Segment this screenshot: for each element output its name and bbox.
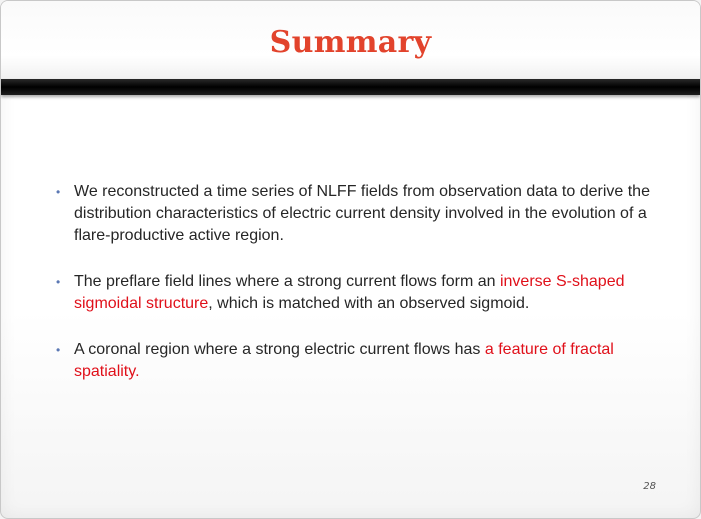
bullet-text-after: , which is matched with an observed sigmoid. xyxy=(208,295,530,312)
bullet-highlight: inverse S-shaped sigmoidal structure xyxy=(74,273,625,312)
page-number: 28 xyxy=(643,481,656,492)
bullet-text-before: The preflare field lines where a strong current flows form an xyxy=(74,273,500,290)
bullet-text-before: A coronal region where a strong electric current flows has xyxy=(74,341,485,358)
bullet-highlight: a feature of fractal spatiality. xyxy=(74,341,614,380)
title-area xyxy=(1,1,700,79)
bullet-list xyxy=(56,181,656,407)
bullet-icon: • xyxy=(56,275,61,289)
bullet-text: We reconstructed a time series of NLFF fields from observation data to derive the distribution characteristics of electric current density involved in the evolution of a flare-productive active region. xyxy=(74,183,650,244)
bullet-item-3 xyxy=(56,339,656,383)
title-divider-bar xyxy=(1,79,700,95)
bullet-item-1 xyxy=(56,181,656,247)
bullet-icon: • xyxy=(56,185,61,199)
bullet-item-2 xyxy=(56,271,656,315)
slide-title: Summary xyxy=(269,25,432,60)
bullet-icon: • xyxy=(56,343,61,357)
